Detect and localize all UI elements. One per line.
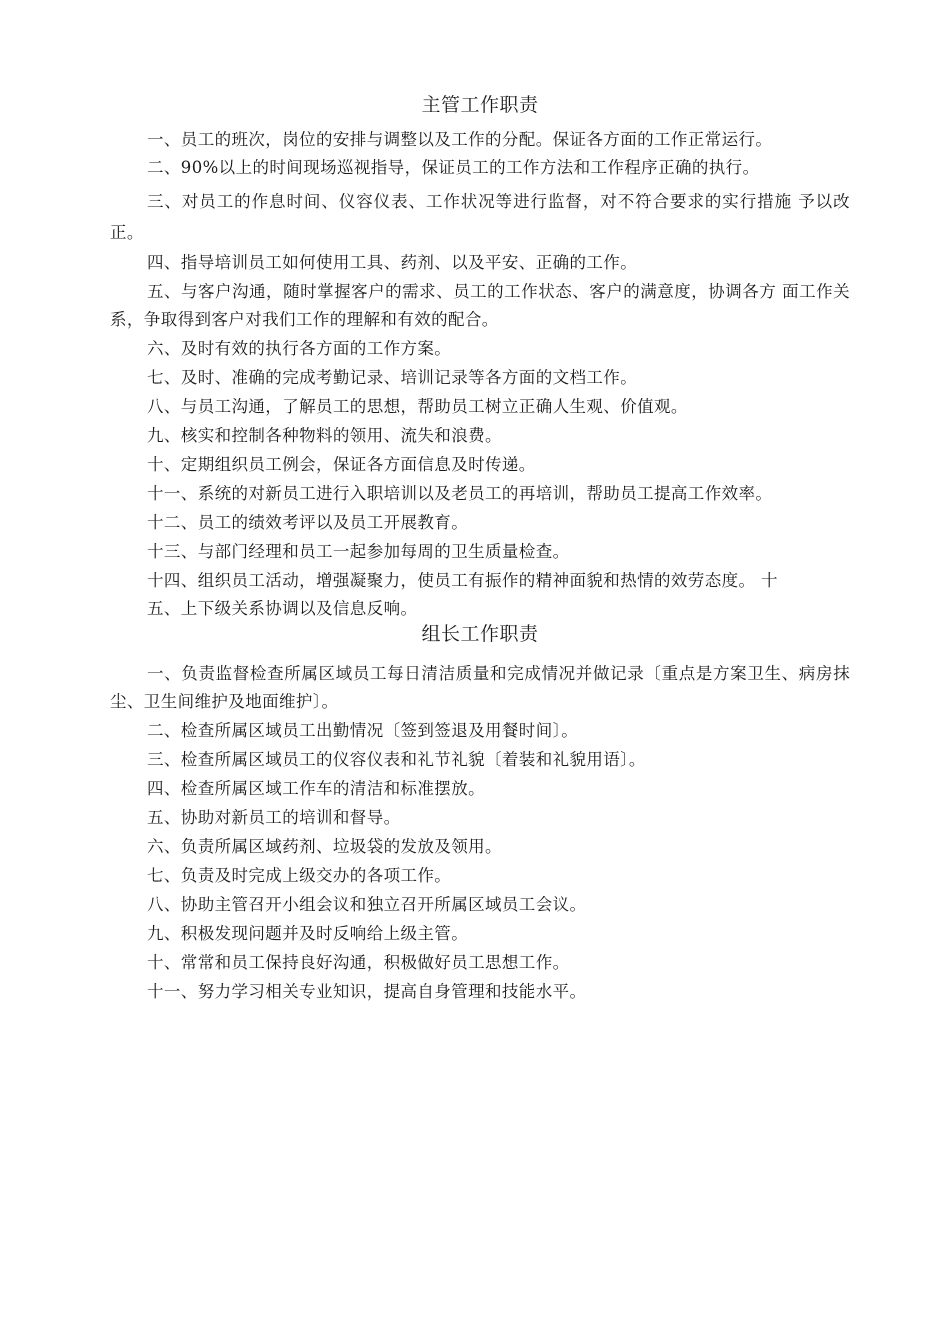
duty-item: 十、常常和员工保持良好沟通，积极做好员工思想工作。 [147, 953, 570, 972]
duty-item: 一、员工的班次，岗位的安排与调整以及工作的分配。保证各方面的工作正常运行。 [147, 130, 773, 149]
duty-item: 四、指导培训员工如何使用工具、药剂、以及平安、正确的工作。 [147, 253, 638, 272]
duty-item: 五、上下级关系协调以及信息反响。 [147, 599, 418, 618]
duty-item: 八、协助主管召开小组会议和独立召开所属区域员工会议。 [147, 895, 587, 914]
section-title-team-leader: 组长工作职责 [421, 623, 539, 645]
duty-item: 十三、与部门经理和员工一起参加每周的卫生质量检查。 [147, 542, 570, 561]
duty-item: 四、检查所属区域工作车的清洁和标准摆放。 [147, 779, 485, 798]
duty-item: 九、积极发现问题并及时反响给上级主管。 [147, 924, 469, 943]
duty-item: 十四、组织员工活动，增强凝聚力，使员工有振作的精神面貌和热情的效劳态度。 十 [147, 571, 778, 590]
duty-item: 五、协助对新员工的培训和督导。 [147, 808, 401, 827]
duty-item: 三、对员工的作息时间、仪容仪表、工作状况等进行监督，对不符合要求的实行措施 予以改正。 [110, 192, 850, 242]
duty-item: 十一、努力学习相关专业知识，提高自身管理和技能水平。 [147, 982, 587, 1001]
duty-item: 三、检查所属区域员工的仪容仪表和礼节礼貌〔着装和礼貌用语〕。 [147, 750, 646, 769]
duty-item: 六、负责所属区域药剂、垃圾袋的发放及领用。 [147, 837, 502, 856]
duty-item: 十一、系统的对新员工进行入职培训以及老员工的再培训，帮助员工提高工作效率。 [147, 484, 773, 503]
section-title-supervisor: 主管工作职责 [421, 94, 539, 116]
duty-item: 六、及时有效的执行各方面的工作方案。 [147, 339, 452, 358]
duty-item: 二、检查所属区域员工出勤情况〔签到签退及用餐时间〕。 [147, 721, 579, 740]
team-leader-duties-list [110, 660, 850, 1006]
duty-item: 五、与客户沟通，随时掌握客户的需求、员工的工作状态、客户的满意度，协调各方 面工作关系，争取得到客户对我们工作的理解和有效的配合。 [110, 282, 850, 329]
duty-item: 九、核实和控制各种物料的领用、流失和浪费。 [147, 426, 502, 445]
duty-item: 十二、员工的绩效考评以及员工开展教育。 [147, 513, 469, 532]
supervisor-duties-list [110, 126, 850, 623]
duty-item: 一、负责监督检查所属区域员工每日清洁质量和完成情况并做记录〔重点是方案卫生、病房抹尘、卫生间维护及地面维护〕。 [110, 664, 850, 711]
duty-item: 二、90%以上的时间现场巡视指导，保证员工的工作方法和工作程序正确的执行。 [147, 158, 760, 177]
duty-item: 七、负责及时完成上级交办的各项工作。 [147, 866, 452, 885]
duty-item: 八、与员工沟通，了解员工的思想，帮助员工树立正确人生观、价值观。 [147, 397, 688, 416]
duty-item: 七、及时、准确的完成考勤记录、培训记录等各方面的文档工作。 [147, 368, 638, 387]
duty-item: 十、定期组织员工例会，保证各方面信息及时传递。 [147, 455, 536, 474]
